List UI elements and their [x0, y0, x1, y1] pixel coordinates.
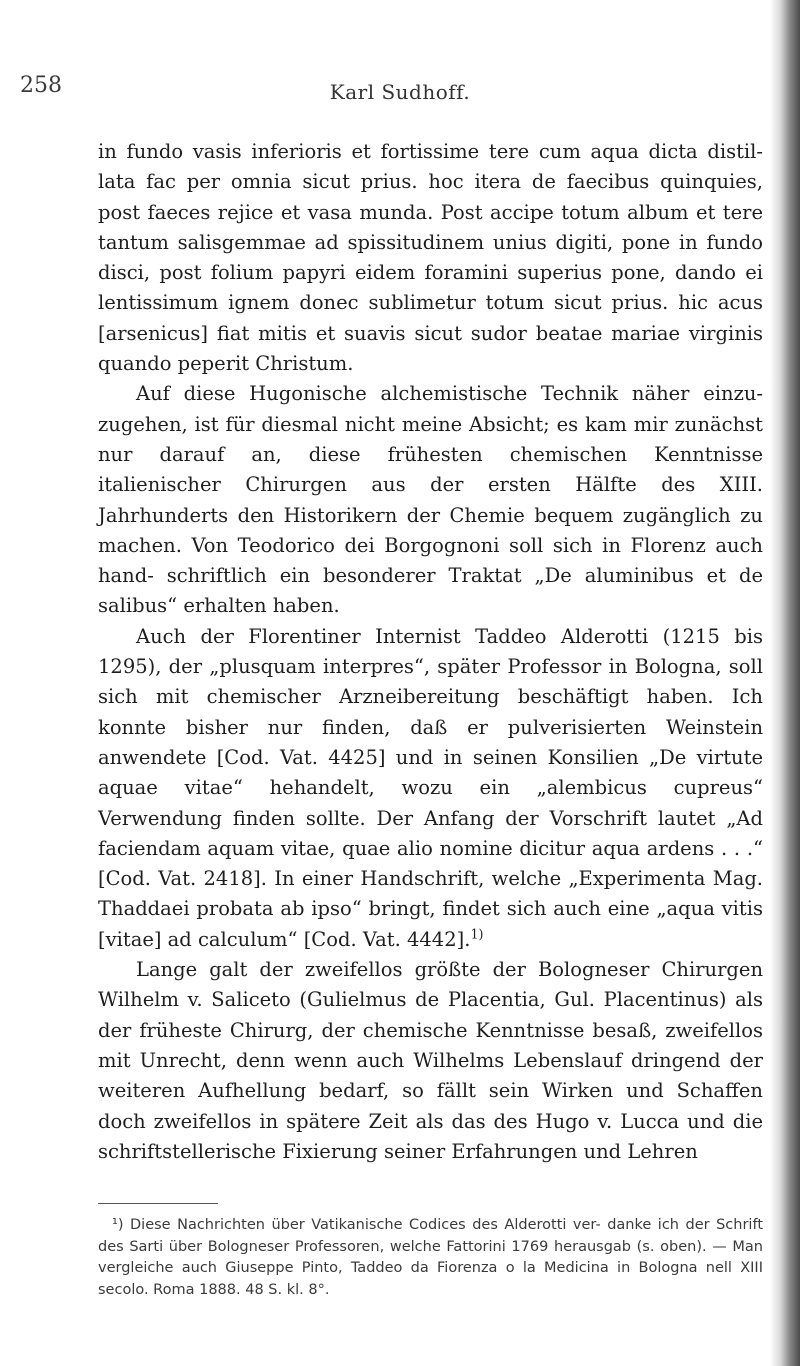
page-edge-shadow [770, 0, 800, 1366]
running-head: Karl Sudhoff. [329, 80, 471, 104]
paragraph-taddeo-alderotti [98, 622, 763, 955]
paragraph-wilhelm-saliceto: Lange galt der zweifellos größte der Bologneser Chirurgen Wilhelm v. Saliceto (Gulielmus de Placentia, Gul. Placentinus) als der früheste Chirurg, der chemische Kenntnisse besaß, zweifellos mit Unrecht, denn wenn auch Wilhelms Lebenslauf dringend der weiteren Aufhellung bedarf, so fällt sein Wirken und Schaffen doch zweifellos in spätere Zeit als das des Hugo v. Lucca und die schriftstellerische Fixierung seiner Erfahrungen und Lehren [98, 958, 763, 1163]
page-number: 258 [20, 73, 62, 98]
paragraph-taddeo-text: Auch der Florentiner Internist Taddeo Alderotti (1215 bis 1295), der „plusquam interpres“, später Professor in Bologna, soll sich mit chemischer Arzneibereitung beschäftigt haben. Ich konnte bisher nur finden, daß er pulverisierten Weinstein anwendete [Cod. Vat. 4425] und in seinen Konsilien „De virtute aquae vitae“ hehandelt, wozu ein „alembicus cupreus“ Verwendung finden sollte. Der Anfang der Vorschrift lautet „Ad faciendam aquam vitae, quae alio nomine dicitur aqua ardens . . .“ [Cod. Vat. 2418]. In einer Handschrift, welche „Experimenta Mag. Thaddaei probata ab ipso“ bringt, findet sich auch eine „aqua vitis [vitae] ad calculum“ [Cod. Vat. 4442]. [98, 624, 763, 951]
footnote [98, 1215, 763, 1301]
footnote-reference: 1) [470, 926, 484, 942]
paragraph-latin-recipe: in fundo vasis inferioris et fortissime tere cum aqua dicta distil- lata fac per omnia sicut prius. hoc itera de faecibus quinquies, post faeces rejice et vasa munda. Post accipe totum album et tere tantum salisgemmae ad spissitudinem unius digiti, pone in fundo disci, post folium papyri eidem foramini superius pone, dando ei lentissimum ignem donec sublimetur totum sicut prius. hic acus [arsenicus] fiat mitis et suavis sicut sudor beatae mariae virginis quando peperit Christum. [98, 140, 763, 376]
paragraph-hugo-technique: Auf diese Hugonische alchemistische Technik näher einzu- zugehen, ist für diesmal nicht meine Absicht; es kam mir zunächst nur darauf an, diese frühesten chemischen Kenntnisse italienischer Chirurgen aus der ersten Hälfte des XIII. Jahrhunderts den Historikern der Chemie bequem zugänglich zu machen. Von Teodorico dei Borgognoni soll sich in Florenz auch hand- schriftlich ein besonderer Traktat „De aluminibus et de salibus“ erhalten haben. [98, 382, 763, 618]
footnote-marker: ¹) [112, 1217, 124, 1233]
footnote-text: Diese Nachrichten über Vatikanische Codices des Alderotti ver- danke ich der Schrift des Sarti über Bologneser Professoren, welche Fattorini 1769 herausgab (s. oben). — Man vergleiche auch Giuseppe Pinto, Taddeo da Fiorenza o la Medicina in Bologna nell XIII secolo. Roma 1888. 48 S. kl. 8°. [98, 1217, 763, 1298]
footnote-rule [98, 1203, 218, 1204]
body-text [98, 137, 763, 1167]
